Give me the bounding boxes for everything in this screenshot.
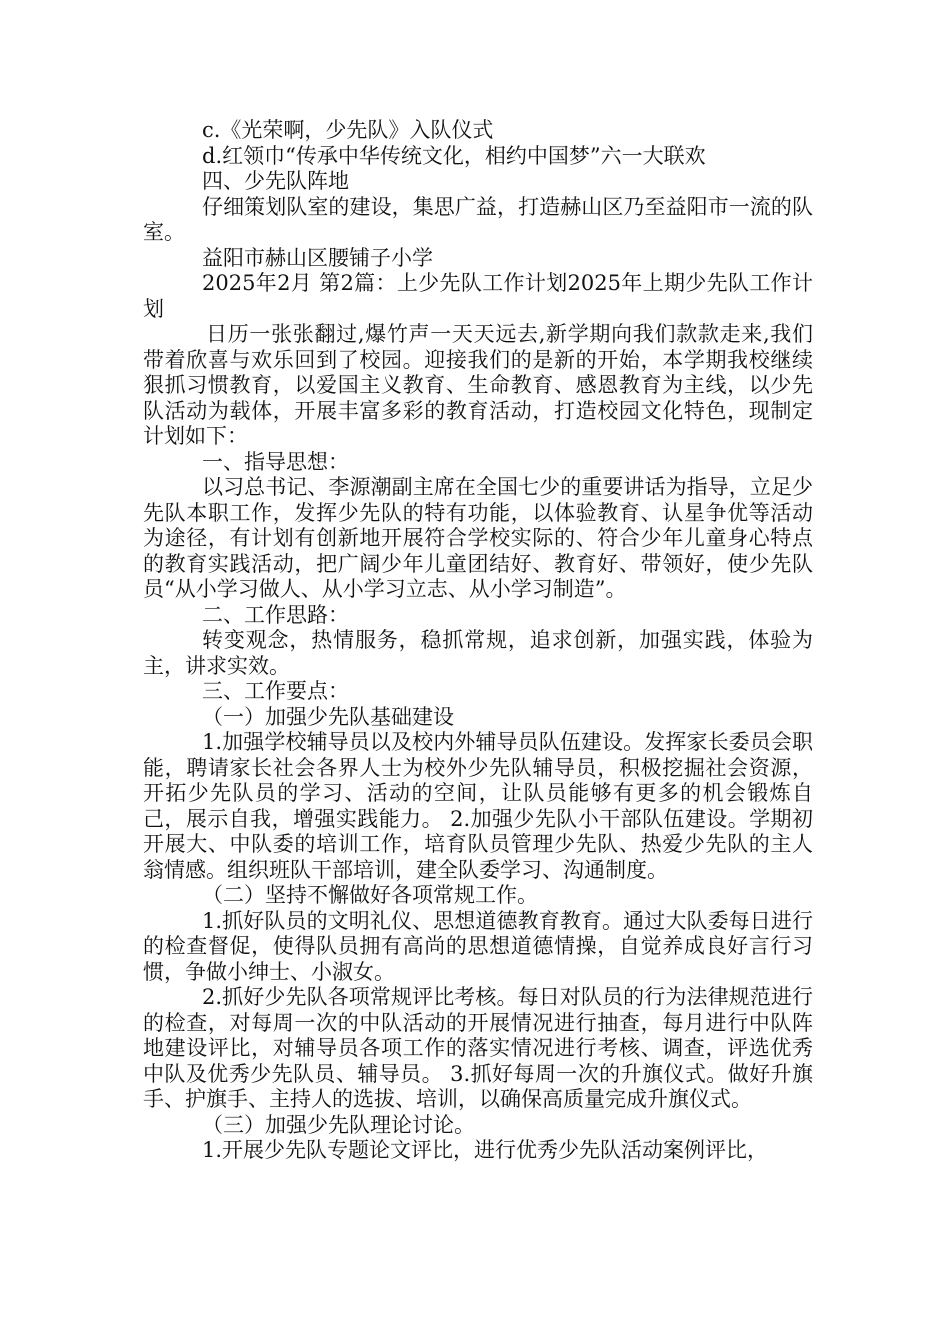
document-body (143, 118, 813, 1164)
paragraph: 2.抓好少先队各项常规评比考核。每日对队员的行为法律规范进行的检查，对每周一次的中队活动的开展情况进行抽查，每月进行中队阵地建设评比，对辅导员各项工作的落实情况进行考核、调查，评选优秀中队及优秀少先队员、辅导员。 3.抓好每周一次的升旗仪式。做好升旗手、护旗手、主持人的选拔、培训，以确保高质量完成升旗仪式。 (143, 985, 813, 1111)
school-name: 益阳市赫山区腰铺子小学 (202, 245, 433, 270)
section-heading: 一、指导思想： (202, 449, 349, 474)
paragraph: c.《光荣啊，少先队》入队仪式 (202, 118, 494, 142)
document-title-line: 2025年2月 第2篇：上少先队工作计划2025年上期少先队工作计划 (143, 271, 813, 321)
paragraph: 1.加强学校辅导员以及校内外辅导员队伍建设。发挥家长委员会职能，聘请家长社会各界人士为校外少先队辅导员，积极挖掘社会资源，开拓少先队员的学习、活动的空间，让队员能够有更多的机会锻炼自己，展示自我，增强实践能力。 2.加强少先队小干部队伍建设。学期初开展大、中队委的培训工作，培育队员管理少先队、热爱少先队的主人翁情感。组织班队干部培训，建全队委学习、沟通制度。 (143, 730, 813, 882)
paragraph: 转变观念，热情服务，稳抓常规，追求创新，加强实践，体验为主，讲求实效。 (143, 628, 813, 678)
intro-paragraph: 日历一张张翻过,爆竹声一天天远去,新学期向我们款款走来,我们带着欣喜与欢乐回到了校园。迎接我们的是新的开始，本学期我校继续狠抓习惯教育，以爱国主义教育、生命教育、感恩教育为主线，以少先队活动为载体，开展丰富多彩的教育活动，打造校园文化特色，现制定计划如下： (143, 322, 813, 448)
subsection-heading: （三）加强少先队理论讨论。 (202, 1112, 475, 1137)
paragraph: d.红领巾“传承中华传统文化，相约中国梦”六一大联欢 (202, 143, 706, 168)
section-heading: 四、少先队阵地 (202, 169, 349, 193)
section-heading: 三、工作要点： (202, 679, 349, 703)
paragraph: 以习总书记、李源潮副主席在全国七少的重要讲话为指导，立足少先队本职工作，发挥少先队的特有功能，以体验教育、认星争优等活动为途径，有计划有创新地开展符合学校实际的、符合少年儿童身心特点的教育实践活动，把广阔少年儿童团结好、教育好、带领好，使少先队员“从小学习做人、从小学习立志、从小学习制造”。 (143, 475, 813, 601)
section-heading: 二、工作思路： (202, 602, 349, 627)
paragraph: 1.抓好队员的文明礼仪、思想道德教育教育。通过大队委每日进行的检查督促，使得队员拥有高尚的思想道德情操，自觉养成良好言行习惯，争做小绅士、小淑女。 (143, 908, 813, 984)
subsection-heading: （二）坚持不懈做好各项常规工作。 (202, 883, 538, 907)
paragraph: 仔细策划队室的建设，集思广益，打造赫山区乃至益阳市一流的队室。 (143, 194, 813, 244)
paragraph: 1.开展少先队专题论文评比，进行优秀少先队活动案例评比， (202, 1138, 769, 1162)
subsection-heading: （一）加强少先队基础建设 (202, 704, 454, 729)
